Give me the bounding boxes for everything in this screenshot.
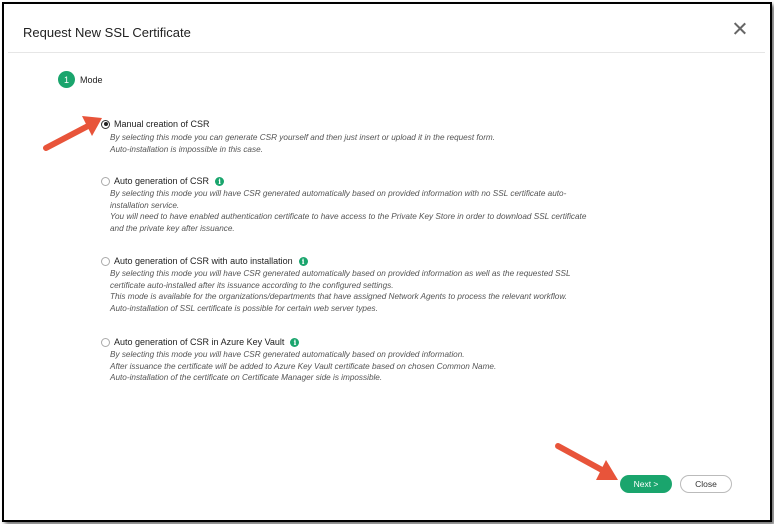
annotation-arrow-icon <box>40 112 104 154</box>
option-description <box>110 188 670 234</box>
request-ssl-dialog <box>8 8 765 516</box>
option-manual-csr <box>101 119 670 155</box>
option-label[interactable]: Manual creation of CSR <box>114 119 210 129</box>
step-indicator <box>58 71 103 88</box>
desc-line: This mode is available for the organizations/departments that have assigned Network Agents to process the relevant workflow. <box>110 292 568 302</box>
desc-line: By selecting this mode you will have CSR generated automatically based on provided information. <box>110 350 465 359</box>
desc-line: By selecting this mode you can generate CSR yourself and then just insert or upload it in the request form. <box>110 133 496 142</box>
option-label[interactable]: Auto generation of CSR with auto installation <box>114 256 293 266</box>
annotation-arrow-icon <box>552 440 622 486</box>
desc-line: installation service. <box>110 200 180 210</box>
desc-line: Auto-installation is impossible in this case. <box>110 144 263 154</box>
desc-line: certificate auto-installed after its issuance according to the configured settings. <box>110 280 394 290</box>
info-icon[interactable]: i <box>215 177 224 186</box>
option-description <box>110 132 670 155</box>
desc-line: and the private key after issuance. <box>110 223 235 233</box>
step-number: 1 <box>58 71 75 88</box>
radio-azure-key-vault[interactable] <box>101 338 110 347</box>
radio-auto-csr-install[interactable] <box>101 257 110 266</box>
step-label: Mode <box>80 74 103 85</box>
desc-line: You will need to have enabled authentication certificate to have access to the Private Key Store in order to download SSL certificate <box>110 212 587 222</box>
option-auto-csr <box>101 176 670 234</box>
option-azure-key-vault <box>101 337 670 384</box>
info-icon[interactable]: i <box>299 257 308 266</box>
desc-line: By selecting this mode you will have CSR generated automatically based on provided information with no SSL certificate auto- <box>110 189 567 198</box>
desc-line: After issuance the certificate will be added to Azure Key Vault certificate based on chosen Common Name. <box>110 361 497 371</box>
next-button[interactable]: Next > <box>620 475 672 493</box>
desc-line: Auto-installation of the certificate on Certificate Manager side is impossible. <box>110 373 383 383</box>
dialog-title: Request New SSL Certificate <box>23 25 191 40</box>
option-description <box>110 268 670 314</box>
option-auto-csr-install <box>101 256 670 314</box>
option-label[interactable]: Auto generation of CSR <box>114 176 210 186</box>
option-description <box>110 349 670 384</box>
info-icon[interactable]: i <box>290 338 299 347</box>
close-button[interactable]: Close <box>680 475 732 493</box>
close-icon[interactable] <box>731 20 749 38</box>
desc-line: By selecting this mode you will have CSR generated automatically based on provided information as well as the requested SSL <box>110 269 571 278</box>
radio-auto-csr[interactable] <box>101 177 110 186</box>
desc-line: Auto-installation of SSL certificate is possible for certain web server types. <box>110 303 378 313</box>
option-label[interactable]: Auto generation of CSR in Azure Key Vault <box>114 337 285 347</box>
dialog-header <box>8 8 765 53</box>
